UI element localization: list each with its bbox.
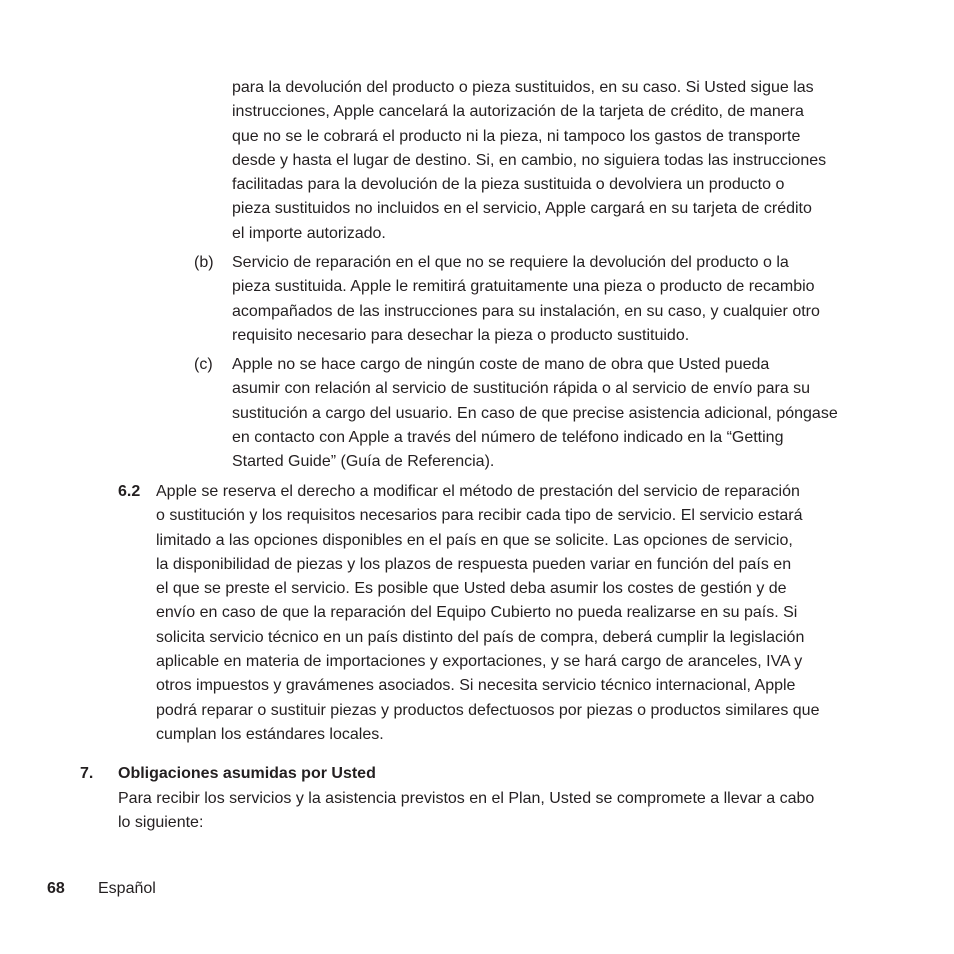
section-number-6-2: 6.2	[118, 483, 141, 500]
section-7-text: Para recibir los servicios y la asistencia previstos en el Plan, Usted se compromete a llevar a cabo lo siguiente:	[118, 790, 815, 832]
continuation-paragraph: para la devolución del producto o pieza sustituidos, en su caso. Si Usted sigue las instrucciones, Apple cancelará la autorización de la tarjeta de crédito, de manera que no se le cobrará el producto ni la pieza, ni tampoco los gastos de transporte desde y hasta el lugar de destino. Si, en cambio, no siguiera todas las instrucciones facilitadas para la devolución de la pieza sustituida o devolviera un producto o pieza sustituidos no incluidos en el servicio, Apple cargará en su tarjeta de crédito el importe autorizado.	[232, 79, 827, 242]
section-7-heading: Obligaciones asumidas por Usted	[118, 765, 376, 782]
page-number: 68	[47, 880, 65, 897]
list-item-b-text: Servicio de reparación en el que no se requiere la devolución del producto o la pieza sustituida. Apple le remitirá gratuitamente una pieza o producto de recambio acompañados de las instrucciones para su instalación, en su caso, y cualquier otro requisito necesario para desechar la pieza o producto sustituido.	[232, 254, 820, 344]
section-6-2-text: Apple se reserva el derecho a modificar el método de prestación del servicio de reparación o sustitución y los requisitos necesarios para recibir cada tipo de servicio. El servicio estará limitado a las opciones disponibles en el país en que se solicite. Las opciones de servicio, la disponibilidad de piezas y los plazos de respuesta pueden variar en función del país en el que se preste el servicio. Es posible que Usted deba asumir los costes de gestión y de envío en caso de que la reparación del Equipo Cubierto no pueda realizarse en su país. Si solicita servicio técnico en un país distinto del país de compra, deberá cumplir la legislación aplicable en materia de importaciones y exportaciones, y se hará cargo de aranceles, IVA y otros impuestos y gravámenes asociados. Si necesita servicio técnico internacional, Apple podrá reparar o sustituir piezas y productos defectuosos por piezas o productos similares que cumplan los estándares locales.	[156, 483, 820, 743]
list-item-c-text: Apple no se hace cargo de ningún coste de mano de obra que Usted pueda asumir con relación al servicio de sustitución rápida o al servicio de envío para su sustitución a cargo del usuario. En caso de que precise asistencia adicional, póngase en contacto con Apple a través del número de teléfono indicado en la “Getting Started Guide” (Guía de Referencia).	[232, 356, 838, 471]
section-number-7: 7.	[80, 765, 94, 782]
page-language-label: Español	[98, 880, 156, 897]
list-marker-c: (c)	[194, 356, 213, 373]
list-marker-b: (b)	[194, 254, 214, 271]
